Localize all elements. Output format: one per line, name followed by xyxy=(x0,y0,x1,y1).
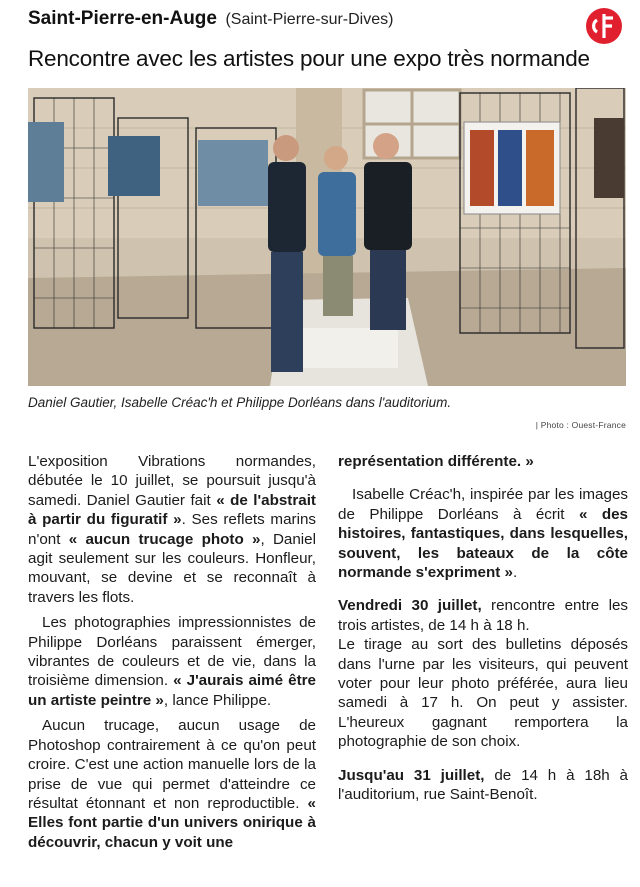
article-column-right xyxy=(338,452,628,805)
exhibition-photo xyxy=(28,88,626,386)
paragraph-3-quote: « Elles font partie d'un univers onirique à découvrir, chacun y voit une xyxy=(28,794,316,851)
paragraph-3: Aucun trucage, aucun usage de Photoshop contrairement à ce qu'on peut croire. C'est une action manuelle lors de la prise de vue qui permet d'atteindre ce résultat étonnant et non reproductible. « Elles font partie d'un univers onirique à découvrir, chacun y voit une xyxy=(28,717,316,851)
town-name: Saint-Pierre-en-Auge xyxy=(28,8,217,29)
paragraph-3-continued: représentation différente. » xyxy=(338,453,534,470)
paragraph-2: Les photographies impressionnistes de Philippe Dorléans paraissent émerger, vibrantes de couleurs et de vie, dans la troisième dimension. « J'aurais aimé être un artiste peintre », lance Philippe. xyxy=(28,614,316,709)
headline: Rencontre avec les artistes pour une expo très normande xyxy=(28,46,590,71)
paragraph-7: Jusqu'au 31 juillet, de 14 h à 18h à l'auditorium, rue Saint-Benoît. xyxy=(338,766,628,804)
paragraph-5: Vendredi 30 juillet, rencontre entre les trois artistes, de 14 h à 18 h. xyxy=(338,597,628,634)
photo-credit: | Photo : Ouest-France xyxy=(535,420,626,430)
article-header xyxy=(28,8,568,34)
subtown-name: (Saint-Pierre-sur-Dives) xyxy=(225,11,394,28)
ouest-france-logo-icon xyxy=(586,8,622,44)
paragraph-6: Le tirage au sort des bulletins déposés dans l'urne par les visiteurs, qui peuvent voter pour leur photo préférée, aura lieu samedi à 17 h. On peut y assister. L'heureux gagnant remportera la photographie de son choix. xyxy=(338,636,628,751)
article-column-left xyxy=(28,452,316,852)
paragraph-4: Isabelle Créac'h, inspirée par les images de Philippe Dorléans à écrit « des histoires, fantastiques, dans lesquelles, souvent, les bateaux de la côte normande s'expriment ». xyxy=(338,486,628,582)
paragraph-1: L'exposition Vibrations normandes, débutée le 10 juillet, se poursuit jusqu'à samedi. Daniel Gautier fait « de l'abstrait à partir du figuratif ». Ses reflets marins n'ont « aucun trucage photo », Daniel agit seulement sur les couleurs. Honfleur, mouvant, se devine et se reconnaît à travers les flots. xyxy=(28,453,317,606)
photo-caption: Daniel Gautier, Isabelle Créac'h et Philippe Dorléans dans l'auditorium. xyxy=(28,395,452,410)
